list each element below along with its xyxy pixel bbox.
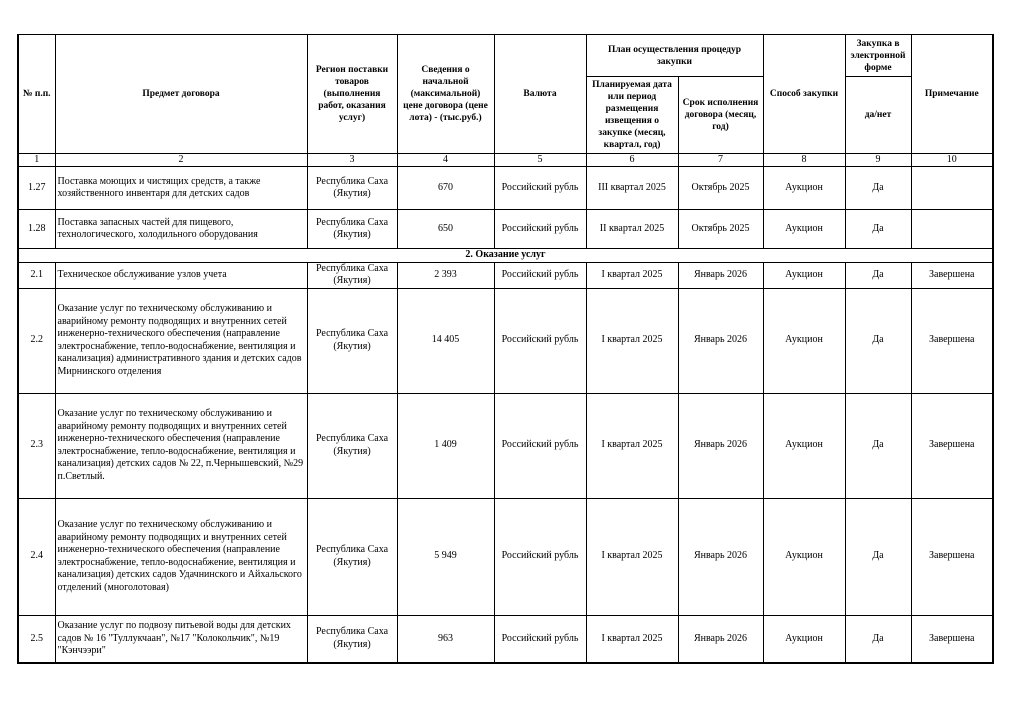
row-electronic: Да — [845, 498, 911, 615]
header-electronic-sub: да/нет — [845, 77, 911, 154]
row-subject: Поставка моющих и чистящих средств, а также хозяйственного инвентаря для детских садов — [55, 167, 307, 210]
row-price: 2 393 — [397, 262, 494, 288]
row-term: Октябрь 2025 — [678, 210, 763, 249]
row-subject: Техническое обслуживание узлов учета — [55, 262, 307, 288]
header-method: Способ закупки — [763, 35, 845, 154]
table-row — [18, 498, 993, 615]
row-price: 650 — [397, 210, 494, 249]
row-currency: Российский рубль — [494, 288, 586, 393]
column-number: 4 — [397, 154, 494, 167]
row-method: Аукцион — [763, 288, 845, 393]
row-number: 2.4 — [18, 498, 55, 615]
row-method: Аукцион — [763, 262, 845, 288]
row-term: Октябрь 2025 — [678, 167, 763, 210]
row-electronic: Да — [845, 262, 911, 288]
procurement-plan-table — [17, 34, 994, 664]
column-number: 3 — [307, 154, 397, 167]
row-price: 14 405 — [397, 288, 494, 393]
row-note: Завершена — [911, 498, 993, 615]
row-plan-date: I квартал 2025 — [586, 498, 678, 615]
table-row — [18, 615, 993, 663]
row-note: Завершена — [911, 262, 993, 288]
header-note: Примечание — [911, 35, 993, 154]
row-plan-date: II квартал 2025 — [586, 210, 678, 249]
header-term: Срок исполнения договора (месяц, год) — [678, 77, 763, 154]
row-subject: Оказание услуг по техническому обслуживанию и аварийному ремонту подводящих и внутренних сетей инженерно-технического обеспечения (направление электроснабжение, тепло-водоснабжение, вентиляция и канализация) административного здания и детских садов Мирнинского отделения — [55, 288, 307, 393]
row-subject: Оказание услуг по техническому обслуживанию и аварийному ремонту подводящих и внутренних сетей инженерно-технического обеспечения (направление электроснабжение, тепло-водоснабжение, вентиляция и канализация) детских садов № 22, п.Чернышевский, №29 п.Светлый. — [55, 393, 307, 498]
section-title: 2. Оказание услуг — [18, 249, 993, 263]
row-plan-date: I квартал 2025 — [586, 393, 678, 498]
header-subject: Предмет договора — [55, 35, 307, 154]
row-currency: Российский рубль — [494, 393, 586, 498]
row-region: Республика Саха (Якутия) — [307, 210, 397, 249]
row-electronic: Да — [845, 167, 911, 210]
row-subject: Оказание услуг по подвозу питьевой воды для детских садов № 16 "Туллукчаан", №17 "Колокольчик", №19 "Кэнчээри" — [55, 615, 307, 663]
row-price: 670 — [397, 167, 494, 210]
row-note: Завершена — [911, 288, 993, 393]
row-electronic: Да — [845, 288, 911, 393]
table-row — [18, 288, 993, 393]
row-number: 2.2 — [18, 288, 55, 393]
column-number: 6 — [586, 154, 678, 167]
column-number: 10 — [911, 154, 993, 167]
row-method: Аукцион — [763, 615, 845, 663]
row-method: Аукцион — [763, 498, 845, 615]
row-term: Январь 2026 — [678, 393, 763, 498]
row-electronic: Да — [845, 615, 911, 663]
header-plan-date: Планируемая дата или период размещения извещения о закупке (месяц, квартал, год) — [586, 77, 678, 154]
row-region: Республика Саха (Якутия) — [307, 262, 397, 288]
row-region: Республика Саха (Якутия) — [307, 288, 397, 393]
row-currency: Российский рубль — [494, 262, 586, 288]
column-number: 5 — [494, 154, 586, 167]
header-currency: Валюта — [494, 35, 586, 154]
row-number: 1.27 — [18, 167, 55, 210]
table-row — [18, 210, 993, 249]
row-subject: Поставка запасных частей для пищевого, технологического, холодильного оборудования — [55, 210, 307, 249]
row-term: Январь 2026 — [678, 615, 763, 663]
row-method: Аукцион — [763, 393, 845, 498]
header-region: Регион поставки товаров (выполнения работ, оказания услуг) — [307, 35, 397, 154]
row-region: Республика Саха (Якутия) — [307, 393, 397, 498]
row-price: 963 — [397, 615, 494, 663]
row-electronic: Да — [845, 210, 911, 249]
column-number: 7 — [678, 154, 763, 167]
row-number: 2.3 — [18, 393, 55, 498]
table-row — [18, 393, 993, 498]
row-price: 1 409 — [397, 393, 494, 498]
row-subject: Оказание услуг по техническому обслуживанию и аварийному ремонту подводящих и внутренних сетей инженерно-технического обеспечения (направление электроснабжение, тепло-водоснабжение, вентиляция и канализация) детских садов Удачнинского и Айхальского отделений (многолотовая) — [55, 498, 307, 615]
table-row — [18, 167, 993, 210]
header-electronic-group: Закупка в электронной форме — [845, 35, 911, 77]
column-number-row — [18, 154, 993, 167]
row-region: Республика Саха (Якутия) — [307, 498, 397, 615]
row-price: 5 949 — [397, 498, 494, 615]
row-method: Аукцион — [763, 167, 845, 210]
header-num: № п.п. — [18, 35, 55, 154]
row-electronic: Да — [845, 393, 911, 498]
row-currency: Российский рубль — [494, 167, 586, 210]
row-note: Завершена — [911, 393, 993, 498]
row-number: 2.1 — [18, 262, 55, 288]
row-currency: Российский рубль — [494, 498, 586, 615]
row-number: 2.5 — [18, 615, 55, 663]
row-method: Аукцион — [763, 210, 845, 249]
row-term: Январь 2026 — [678, 262, 763, 288]
row-plan-date: I квартал 2025 — [586, 615, 678, 663]
row-currency: Российский рубль — [494, 210, 586, 249]
column-number: 8 — [763, 154, 845, 167]
row-note — [911, 210, 993, 249]
section-row — [18, 249, 993, 263]
column-number: 2 — [55, 154, 307, 167]
table-row — [18, 262, 993, 288]
table-body — [18, 154, 993, 664]
row-plan-date: I квартал 2025 — [586, 288, 678, 393]
column-number: 1 — [18, 154, 55, 167]
row-plan-date: III квартал 2025 — [586, 167, 678, 210]
row-term: Январь 2026 — [678, 288, 763, 393]
row-plan-date: I квартал 2025 — [586, 262, 678, 288]
row-term: Январь 2026 — [678, 498, 763, 615]
row-number: 1.28 — [18, 210, 55, 249]
row-region: Республика Саха (Якутия) — [307, 167, 397, 210]
row-note: Завершена — [911, 615, 993, 663]
header-price: Сведения о начальной (максимальной) цене договора (цене лота) - (тыс.руб.) — [397, 35, 494, 154]
row-currency: Российский рубль — [494, 615, 586, 663]
row-note — [911, 167, 993, 210]
column-number: 9 — [845, 154, 911, 167]
header-plan-group: План осуществления процедур закупки — [586, 35, 763, 77]
row-region: Республика Саха (Якутия) — [307, 615, 397, 663]
